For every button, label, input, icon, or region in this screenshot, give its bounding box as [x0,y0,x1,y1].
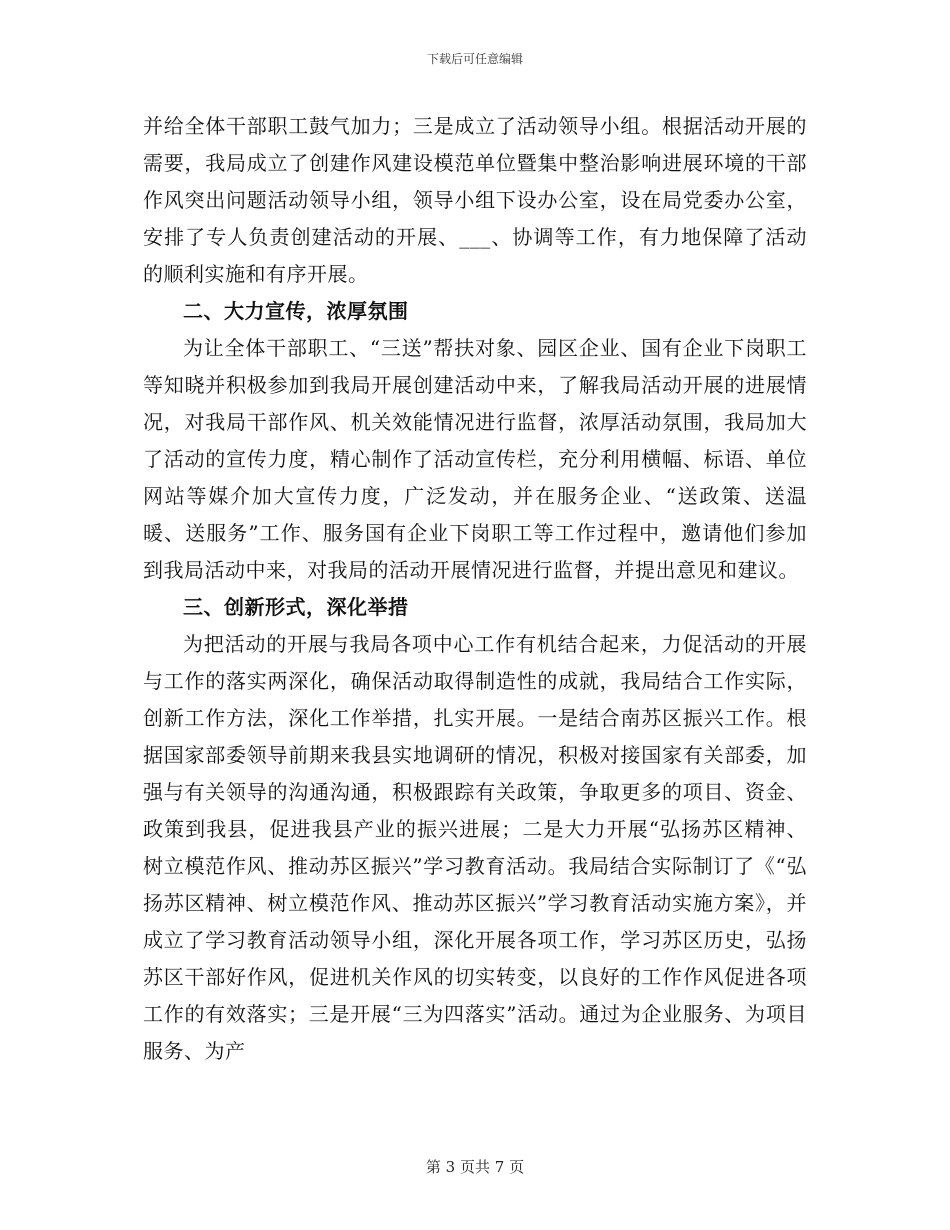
page-header-note: 下载后可任意编辑 [426,52,523,66]
page-number-footer: 第 3 页共 7 页 [425,1158,525,1176]
section-heading-3: 三、创新形式，深化举措 [183,595,409,619]
section-heading-2: 二、大力宣传，浓厚氛围 [183,299,409,323]
document-body [143,108,807,1070]
paragraph-2: 为让全体干部职工、“三送”帮扶对象、园区企业、国有企业下岗职工等知晓并积极参加到我局开展创建活动中来，了解我局活动开展的进展情况，对我局干部作风、机关效能情况进行监督，浓厚活动氛围，我局加大了活动的宣传力度，精心制作了活动宣传栏，充分利用横幅、标语、单位网站等媒介加大宣传力度，广泛发动，并在服务企业、“送政策、送温暖、送服务”工作、服务国有企业下岗职工等工作过程中，邀请他们参加到我局活动中来，对我局的活动开展情况进行监督，并提出意见和建议。 [143,336,807,582]
paragraph-1: 并给全体干部职工鼓气加力；三是成立了活动领导小组。根据活动开展的需要，我局成立了创建作风建设模范单位暨集中整治影响进展环境的干部作风突出问题活动领导小组，领导小组下设办公室，设在局党委办公室，安排了专人负责创建活动的开展、___、协调等工作，有力地保障了活动的顺利实施和有序开展。 [143,114,807,286]
paragraph-3: 为把活动的开展与我局各项中心工作有机结合起来，力促活动的开展与工作的落实两深化，确保活动取得制造性的成就，我局结合工作实际，创新工作方法，深化工作举措，扎实开展。一是结合南苏区振兴工作。根据国家部委领导前期来我县实地调研的情况，积极对接国家有关部委，加强与有关领导的沟通沟通，积极跟踪有关政策，争取更多的项目、资金、政策到我县，促进我县产业的振兴进展；二是大力开展“弘扬苏区精神、树立模范作风、推动苏区振兴”学习教育活动。我局结合实际制订了《“弘扬苏区精神、树立模范作风、推动苏区振兴”学习教育活动实施方案》，并成立了学习教育活动领导小组，深化开展各项工作，学习苏区历史，弘扬苏区干部好作风，促进机关作风的切实转变，以良好的工作作风促进各项工作的有效落实；三是开展“三为四落实”活动。通过为企业服务、为项目服务、为产 [143,632,807,1063]
